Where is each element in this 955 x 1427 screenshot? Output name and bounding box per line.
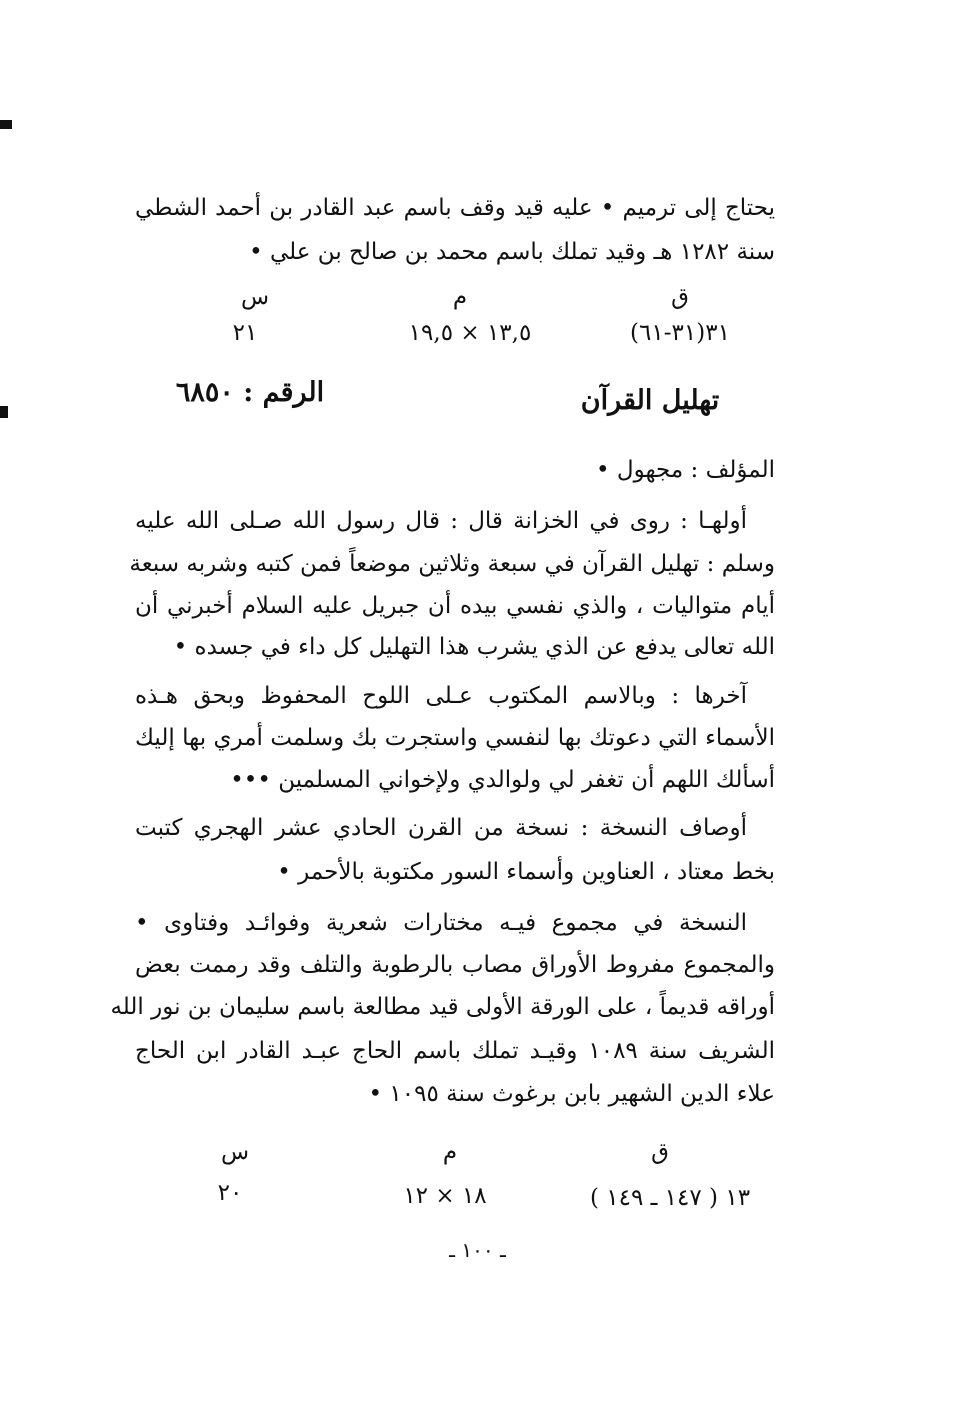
stat-header-m: م (442, 1139, 458, 1165)
notes-line-1: النسخة في مجموع فيـه مختارات شعرية وفوائـد وفتاوى • (135, 910, 747, 936)
notes-line-2: والمجموع مفروط الأوراق مصاب بالرطوبة والتلف وقد رممت بعض (135, 952, 775, 978)
prev-line-2: سنة ١٢٨٢ هـ وقيد تملك باسم محمد بن صالح بن علي • (249, 239, 775, 265)
page-number: ـ ١٠٠ ـ (449, 1238, 506, 1262)
prev-stat-header-s: س (240, 284, 270, 310)
notes-line-5: علاء الدين الشهير بابن برغوث سنة ١٠٩٥ • (368, 1081, 775, 1107)
record-title: تهليل القرآن (580, 385, 720, 416)
prev-stat-value-s: ٢١ (232, 320, 258, 346)
record-author: المؤلف : مجهول • (595, 457, 775, 483)
incipit-line-3: أيام متواليات ، والذي نفسي بيده أن جبريل عليه السلام أخبرني أن (135, 593, 775, 619)
incipit-line-2: وسلم : تهليل القرآن في سبعة وثلاثين موضعاً فمن كتبه وشربه سبعة (129, 551, 775, 577)
explicit-line-3: أسألك اللهم أن تغفر لي ولوالدي ولإخواني المسلمين ••• (230, 767, 775, 793)
scan-mark-top (0, 120, 12, 129)
stat-value-q: ١٣ ( ١٤٧ ـ ١٤٩ ) (589, 1185, 751, 1211)
record-number: الرقم : ٦٨٥٠ (175, 377, 325, 408)
stat-value-s: ٢٠ (217, 1180, 243, 1206)
prev-line-1: يحتاج إلى ترميم • عليه قيد وقف باسم عبد القادر بن أحمد الشطي (135, 195, 775, 221)
stat-header-s: س (220, 1139, 250, 1165)
prev-stat-value-q: ٣١(٣١-٦١) (630, 320, 730, 346)
explicit-line-2: الأسماء التي دعوتك بها لنفسي واستجرت بك وسلمت أمري بها إليك (135, 725, 775, 751)
prev-stat-header-m: م (452, 284, 468, 310)
prev-stat-value-m: ١٣,٥ × ١٩,٥ (408, 320, 532, 346)
incipit-line-1: أولهـا : روى في الخزانة قال : قال رسول الله صـلى الله عليه (135, 508, 747, 534)
description-line-2: بخط معتاد ، العناوين وأسماء السور مكتوبة بالأحمر • (277, 859, 775, 885)
notes-line-3: أوراقه قديماً ، على الورقة الأولى قيد مطالعة باسم سليمان بن نور الله (110, 994, 775, 1020)
explicit-line-1: آخرها : وبالاسم المكتوب عـلى اللوح المحفوظ وبحق هـذه (135, 683, 747, 709)
incipit-line-4: الله تعالى يدفع عن الذي يشرب هذا التهليل كل داء في جسده • (173, 634, 775, 660)
notes-line-4: الشريف سنة ١٠٨٩ وقيـد تملك باسم الحاج عبـد القادر ابن الحاج (135, 1038, 776, 1064)
prev-stat-header-q: ق (671, 284, 689, 310)
stat-value-m: ١٨ × ١٢ (403, 1183, 487, 1209)
description-line-1: أوصاف النسخة : نسخة من القرن الحادي عشر الهجري كتبت (135, 815, 747, 841)
scan-mark-middle (0, 406, 8, 418)
stat-header-q: ق (651, 1139, 669, 1165)
